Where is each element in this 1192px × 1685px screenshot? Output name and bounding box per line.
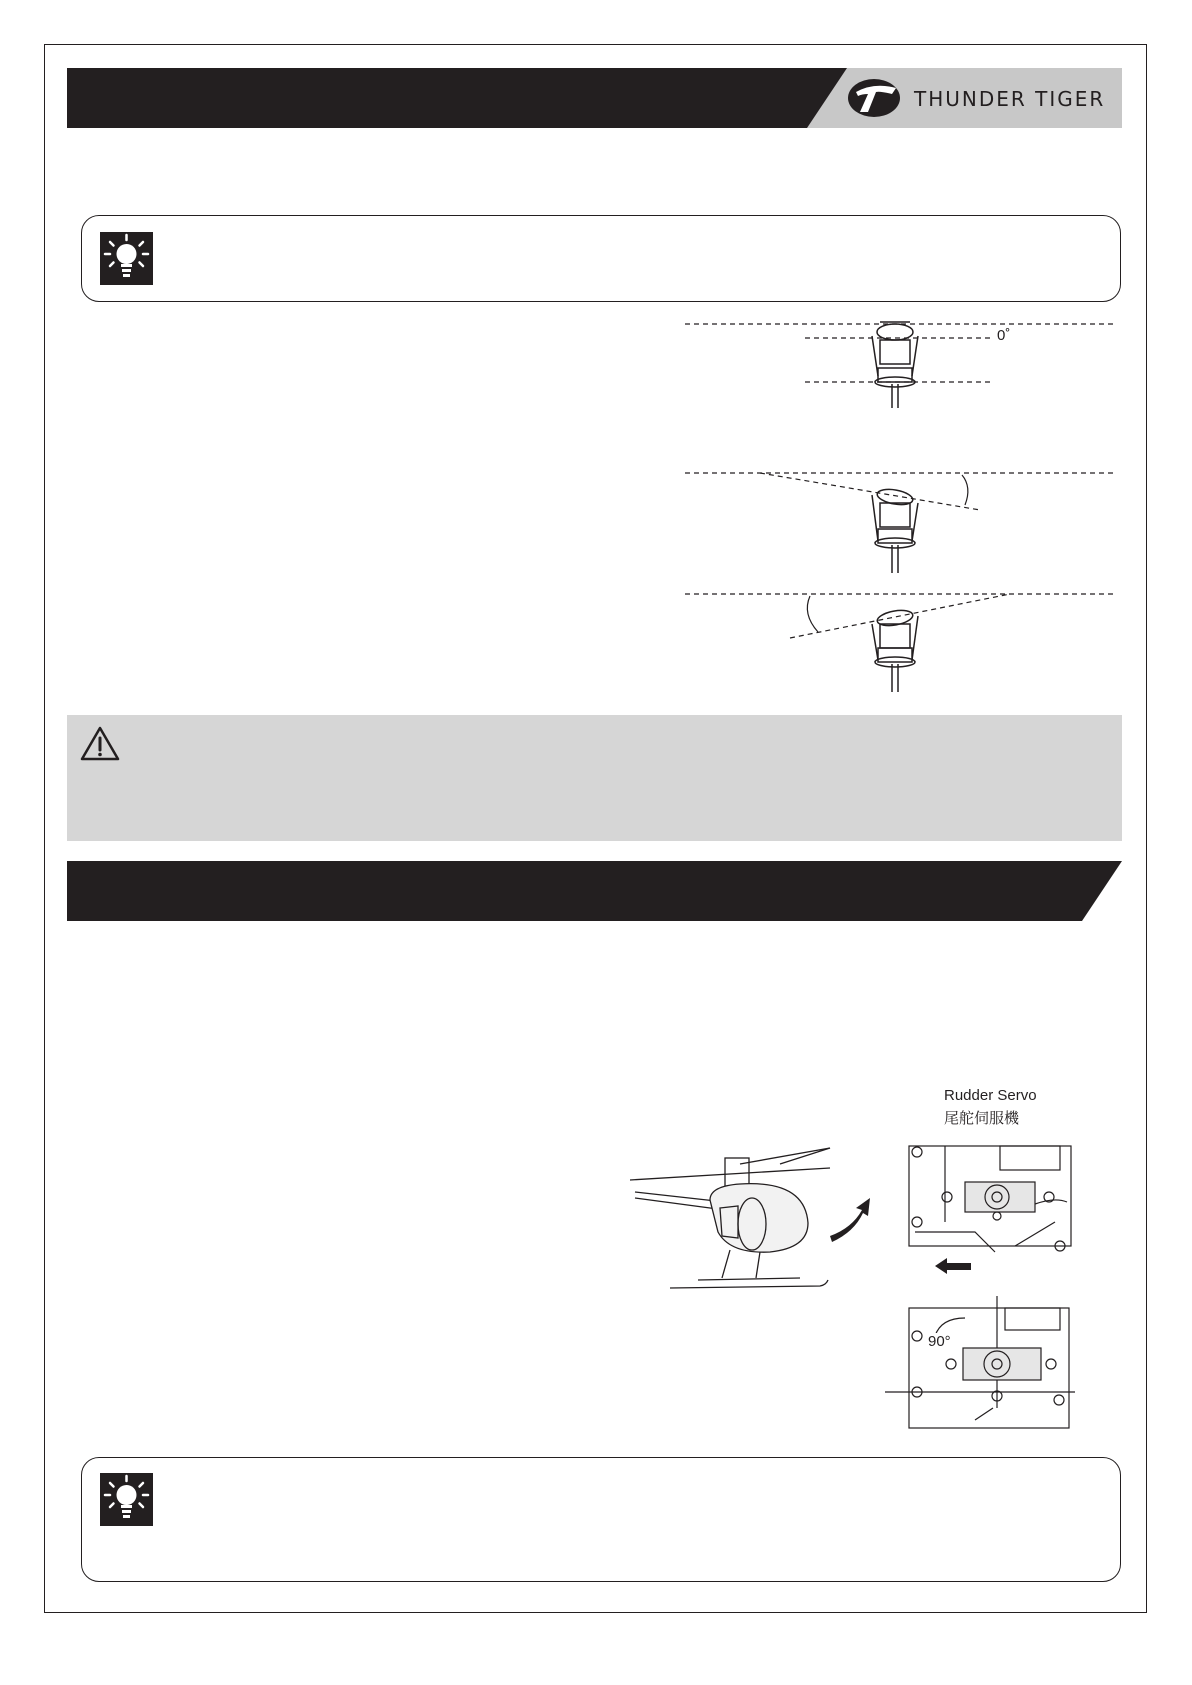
helicopter-illustration xyxy=(630,1128,940,1298)
rudder-servo-label-zh: 尾舵伺服機 xyxy=(944,1110,1020,1127)
rudder-servo-diagram-top xyxy=(905,1142,1075,1282)
tip-box-top xyxy=(81,215,1121,302)
rudder-servo-label: Rudder Servo xyxy=(944,1087,1037,1104)
rudder-angle-label: 90° xyxy=(928,1333,951,1350)
swashplate-level-diagram xyxy=(680,318,1120,408)
rudder-servo-diagram-bottom xyxy=(885,1296,1075,1436)
lightbulb-icon xyxy=(100,1473,153,1526)
brand-name: THUNDER TIGER xyxy=(914,87,1106,111)
warning-triangle-icon xyxy=(79,725,121,763)
warning-panel xyxy=(67,715,1122,841)
level-angle-label: 0˚ xyxy=(997,327,1011,344)
lightbulb-icon xyxy=(100,232,153,285)
section-bar xyxy=(67,861,1122,921)
tip-box-bottom xyxy=(81,1457,1121,1582)
swashplate-tilt-left-diagram xyxy=(680,588,1120,693)
swashplate-tilt-right-diagram xyxy=(680,465,1120,575)
